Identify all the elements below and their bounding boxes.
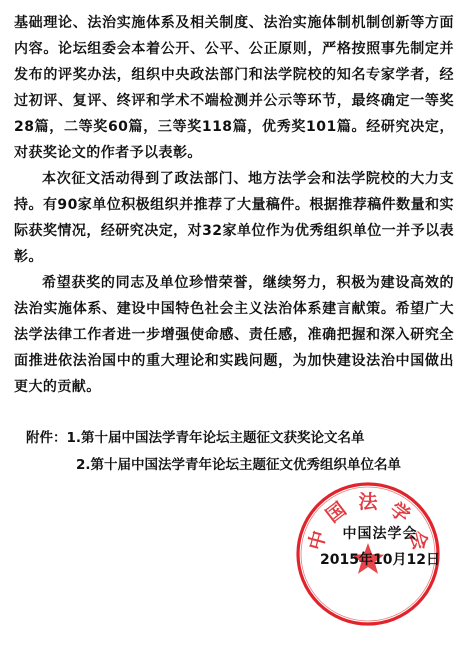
seal-character: 学	[385, 498, 414, 528]
seal-character: 会	[405, 528, 432, 553]
signing-date: 2015年10月12日	[320, 552, 440, 568]
attachment-line-2	[26, 452, 456, 479]
attachment-item-2: 2.第十届中国法学青年论坛主题征文优秀组织单位名单	[76, 457, 402, 473]
signing-organization: 中国法学会	[342, 526, 418, 542]
paragraph-support: 本次征文活动得到了政法部门、地方法学会和法学院校的大力支持。有90家单位积极组织并推荐了大量稿件。根据推荐稿件数量和实际获奖情况，经研究决定，对32家单位作为优秀组织单位一并予以表彰。	[14, 171, 454, 265]
paragraph-hope: 希望获奖的同志及单位珍惜荣誉，继续努力，积极为建设高效的法治实施体系、建设中国特色社会主义法治体系建言献策。希望广大法学法律工作者进一步增强使命感、责任感，准确把握和深入研究全面推进依法治国中的重大理论和实践问题，为加快建设法治中国做出更大的贡献。	[14, 275, 454, 395]
seal-character: 法	[358, 491, 378, 513]
seal-character: 国	[322, 498, 351, 528]
paragraph-awards: 基础理论、法治实施体系及相关制度、法治实施体制机制创新等方面内容。论坛组委会本着公开、公平、公正原则，严格按照事先制定并发布的评奖办法，组织中央政法部门和法学院校的知名专家学者，经过初评、复评、终评和学术不端检测并公示等环节，最终确定一等奖28篇，二等奖60篇，三等奖118篇，优秀奖101篇。经研究决定，对获奖论文的作者予以表彰。	[14, 15, 454, 161]
attachment-item-1: 1.第十届中国法学青年论坛主题征文获奖论文名单	[66, 430, 365, 446]
attachments-label: 附件：	[26, 430, 67, 446]
document-body	[14, 10, 454, 400]
attachment-line-1	[26, 425, 456, 452]
attachments-section	[26, 425, 456, 479]
seal-character: 中	[304, 528, 331, 553]
signature-block	[310, 523, 450, 571]
